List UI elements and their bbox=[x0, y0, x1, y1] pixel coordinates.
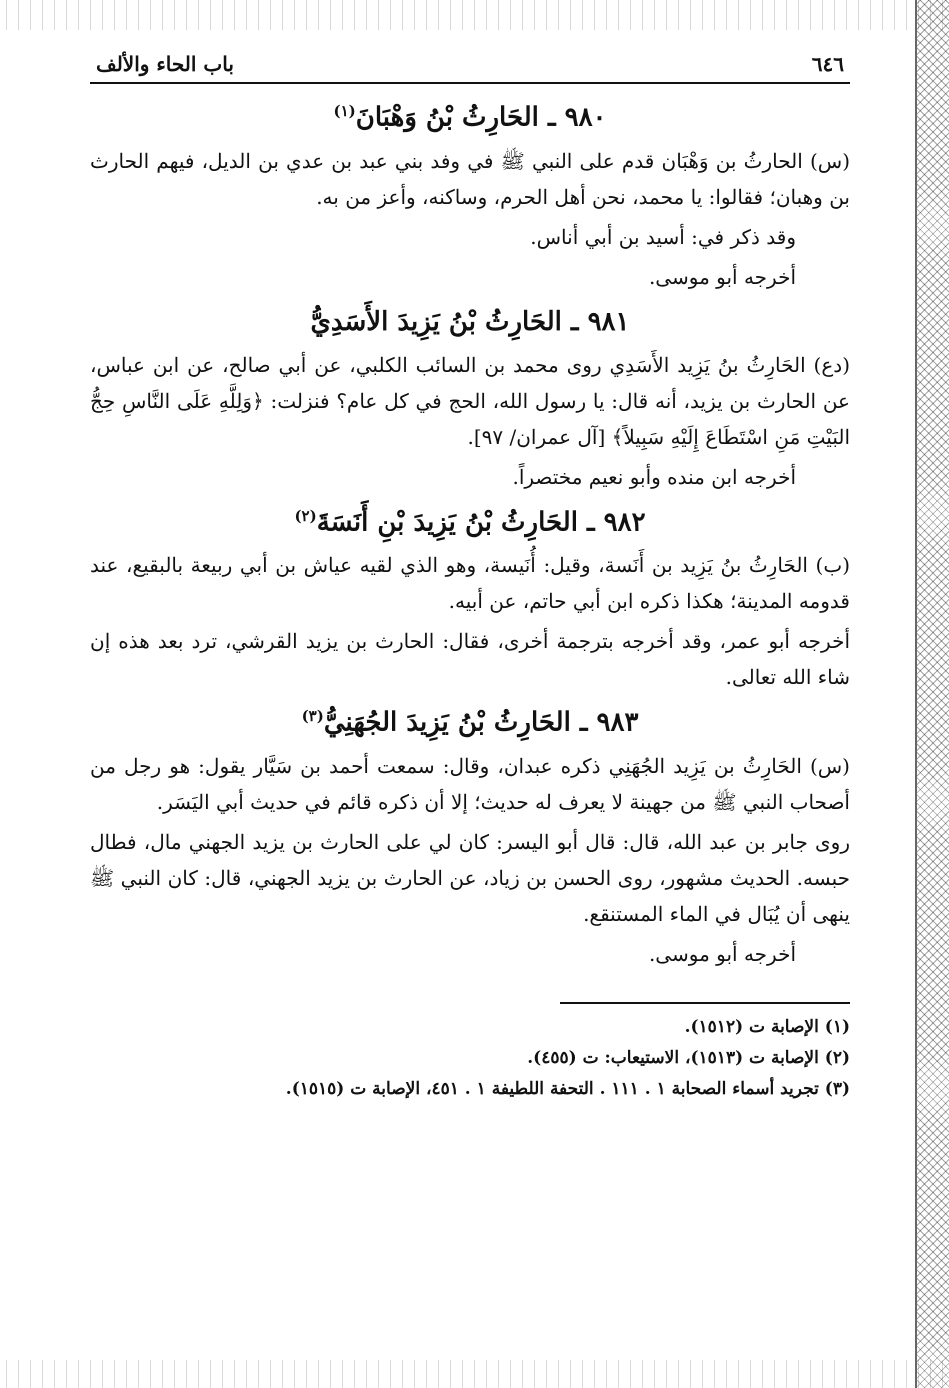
entry-paragraph: (دع) الحَارِثُ بنُ يَزِيد الأَسَدِي روى محمد بن السائب الكلبي، عن أبي صالح، عن ابن عباس، عن الحارث بن يزيد، أنه قال: يا رسول الله، الحج في كل عام؟ فنزلت: ﴿وَلِلَّهِ عَلَى النَّاسِ حِجُّ البَيْتِ مَنِ اسْتَطَاعَ إِلَيْهِ سَبِيلاً﴾ [آل عمران/ ٩٧]. bbox=[90, 352, 850, 449]
running-title: باب الحاء والألف bbox=[96, 52, 234, 76]
entry-paragraph: (س) الحارثُ بن وَهْبَان قدم على النبي ﷺ في وفد بني عبد بن عدي بن الديل، فيهم الحارث بن وهبان؛ فقالوا: يا محمد، نحن أهل الحرم، وساكنه، وأعز من به. bbox=[90, 148, 850, 209]
footnote-ref: (١) bbox=[333, 102, 356, 120]
entry-paragraph: (ب) الحَارِثُ بنُ يَزِيد بن أَنَسة، وقيل: أُنَيسة، وهو الذي لقيه عياش بن أبي ربيعة بالبقيع، عند قدومه المدينة؛ هكذا ذكره ابن أبي حاتم، عن أبيه. bbox=[90, 553, 850, 614]
footnote: (٣) تجريد أسماء الصحابة ١ . ١١١ . التحفة اللطيفة ١ . ٤٥١، الإصابة ت (١٥١٥). bbox=[285, 1078, 850, 1099]
entry-paragraph: وقد ذكر في: أسيد بن أبي أناس. bbox=[530, 224, 796, 249]
entry-983 bbox=[90, 707, 850, 972]
entry-paragraph: أخرجه أبو موسى. bbox=[648, 941, 796, 966]
page-number: ٦٤٦ bbox=[811, 52, 844, 76]
entry-paragraph: روى جابر بن عبد الله، قال: قال أبو اليسر: كان لي على الحارث بن يزيد الجهني مال، فطال حبسه. الحديث مشهور، روى الحسن بن زياد، عن الحارث بن يزيد الجهني، قال: كان النبي ﷺ ينهى أن يُبَال في الماء المستنقع. bbox=[90, 829, 850, 926]
entry-paragraph: أخرجه أبو موسى. bbox=[648, 264, 796, 289]
footnote: (١) الإصابة ت (١٥١٢). bbox=[684, 1016, 850, 1037]
footnotes bbox=[90, 1002, 850, 1105]
entry-980 bbox=[90, 102, 850, 295]
entry-title: ٩٨٢ ـ الحَارِثُ بْنُ يَزِيدَ بْنِ أَنَسَةَ$^{(٢)}$ bbox=[294, 506, 646, 538]
footnote-ref: (٣) bbox=[301, 707, 324, 726]
entry-title: ٩٨٣ ـ الحَارِثُ بْنُ يَزِيدَ الجُهَنِيُّ$^{(٣)}$ bbox=[301, 707, 639, 738]
entry-paragraph: (س) الحَارِثُ بن يَزِيد الجُهَنِي ذكره عبدان، وقال: سمعت أحمد بن سَيَّار يقول: هو رجل من أصحاب النبي ﷺ من جهينة لا يعرف له حديث؛ إلا أن ذكره قائم في حديث أبي اليَسَر. bbox=[90, 753, 850, 814]
entry-981 bbox=[90, 307, 850, 495]
entry-paragraph: أخرجه ابن منده وأبو نعيم مختصراً. bbox=[512, 464, 796, 489]
bottom-ornamental-border bbox=[0, 1360, 949, 1388]
entry-title: ٩٨٠ ـ الحَارِثُ بْنُ وَهْبَانَ$^{(١)}$ bbox=[333, 102, 607, 133]
footnote-divider bbox=[560, 1002, 850, 1004]
footnote: (٢) الإصابة ت (١٥١٣)، الاستيعاب: ت (٤٥٥). bbox=[527, 1047, 850, 1068]
footnote-ref: (٢) bbox=[294, 506, 317, 525]
book-page bbox=[90, 52, 850, 1105]
entry-title: ٩٨١ ـ الحَارِثُ بْنُ يَزِيدَ الأَسَدِيُّ bbox=[310, 306, 630, 337]
entry-paragraph: أخرجه أبو عمر، وقد أخرجه بترجمة أخرى، فقال: الحارث بن يزيد القرشي، ترد بعد هذه إن شاء الله تعالى. bbox=[90, 629, 850, 690]
right-ornamental-border bbox=[915, 0, 949, 1388]
running-header bbox=[90, 52, 850, 84]
top-ornamental-border bbox=[0, 0, 949, 30]
entry-982 bbox=[90, 507, 850, 696]
